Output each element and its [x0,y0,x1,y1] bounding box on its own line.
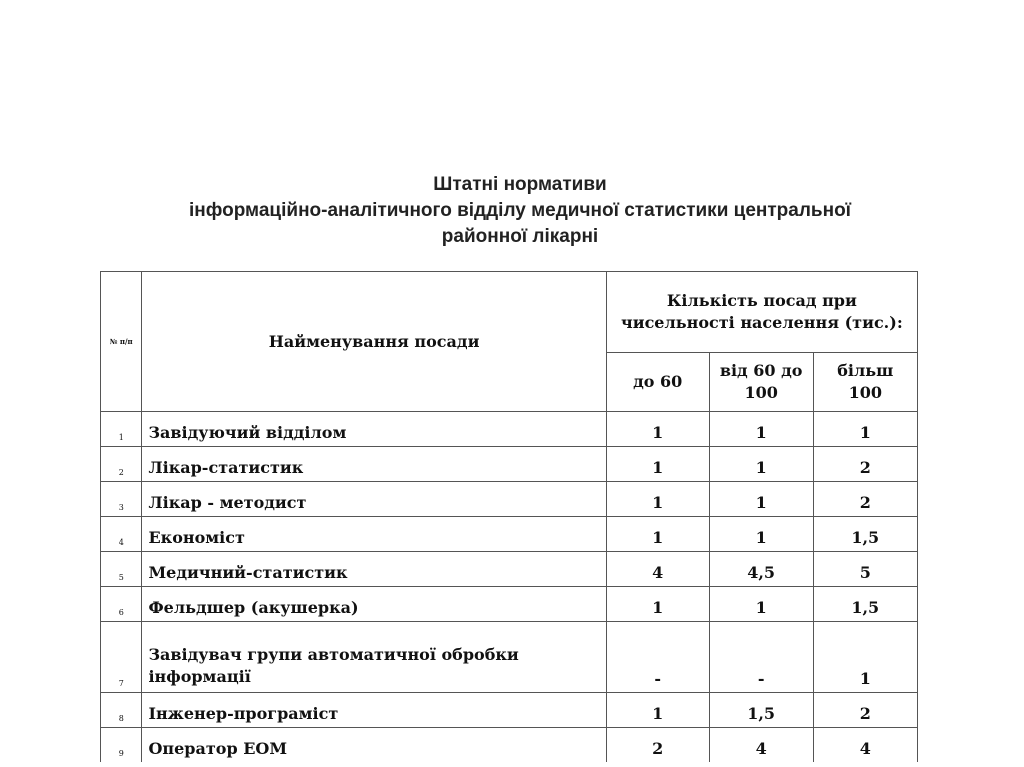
row-value-up-to-60: 4 [606,552,709,587]
table-row [101,517,918,552]
row-value-up-to-60: 1 [606,693,709,728]
row-number: 5 [101,552,142,587]
row-value-up-to-60: 1 [606,587,709,622]
row-value-over-100: 4 [813,728,917,763]
row-number: 8 [101,693,142,728]
row-value-over-100: 5 [813,552,917,587]
row-number: 9 [101,728,142,763]
header-positions-count: Кількість посад при чисельності населення (тис.): [606,272,917,353]
row-number: 1 [101,412,142,447]
row-value-up-to-60: 1 [606,482,709,517]
title-line-3: районної лікарні [441,226,599,247]
title-line-1: Штатні нормативи [433,174,607,195]
row-position: Завідувач групи автоматичної обробки інформації [142,622,606,693]
row-value-over-100: 1 [813,622,917,693]
row-position: Завідуючий відділом [142,412,606,447]
header-col-60-to-100: від 60 до 100 [709,353,813,412]
row-value-over-100: 1 [813,412,917,447]
row-value-up-to-60: 1 [606,517,709,552]
table-row [101,412,918,447]
row-value-60-to-100: 1 [709,482,813,517]
table-row [101,622,918,693]
row-value-up-to-60: 1 [606,447,709,482]
table-row [101,587,918,622]
table-row [101,552,918,587]
row-value-over-100: 1,5 [813,517,917,552]
row-position: Лікар - методист [142,482,606,517]
table-row [101,693,918,728]
row-value-60-to-100: 4 [709,728,813,763]
row-value-over-100: 2 [813,693,917,728]
row-position: Оператор ЕОМ [142,728,606,763]
row-value-over-100: 2 [813,447,917,482]
row-number: 3 [101,482,142,517]
header-col-up-to-60: до 60 [606,353,709,412]
row-position: Фельдшер (акушерка) [142,587,606,622]
row-value-up-to-60: 1 [606,412,709,447]
row-position: Інженер-програміст [142,693,606,728]
header-position-name: Найменування посади [142,272,606,412]
row-value-60-to-100: 1 [709,587,813,622]
row-position: Економіст [142,517,606,552]
row-value-60-to-100: 4,5 [709,552,813,587]
staffing-norms-table [100,271,918,762]
table-row [101,447,918,482]
row-position: Медичний-статистик [142,552,606,587]
row-value-60-to-100: 1 [709,412,813,447]
row-value-60-to-100: 1 [709,517,813,552]
row-value-60-to-100: 1,5 [709,693,813,728]
page-title [100,172,940,250]
row-number: 6 [101,587,142,622]
row-number: 4 [101,517,142,552]
table-row [101,728,918,763]
table-row [101,482,918,517]
title-line-2: інформаційно-аналітичного відділу медичної статистики центральної [188,200,852,221]
row-number: 7 [101,622,142,693]
row-value-over-100: 1,5 [813,587,917,622]
row-value-over-100: 2 [813,482,917,517]
row-value-up-to-60: - [606,622,709,693]
header-number: № п/п [101,272,142,412]
header-col-over-100: більш 100 [813,353,917,412]
row-value-60-to-100: 1 [709,447,813,482]
row-value-up-to-60: 2 [606,728,709,763]
row-value-60-to-100: - [709,622,813,693]
row-position: Лікар-статистик [142,447,606,482]
row-number: 2 [101,447,142,482]
